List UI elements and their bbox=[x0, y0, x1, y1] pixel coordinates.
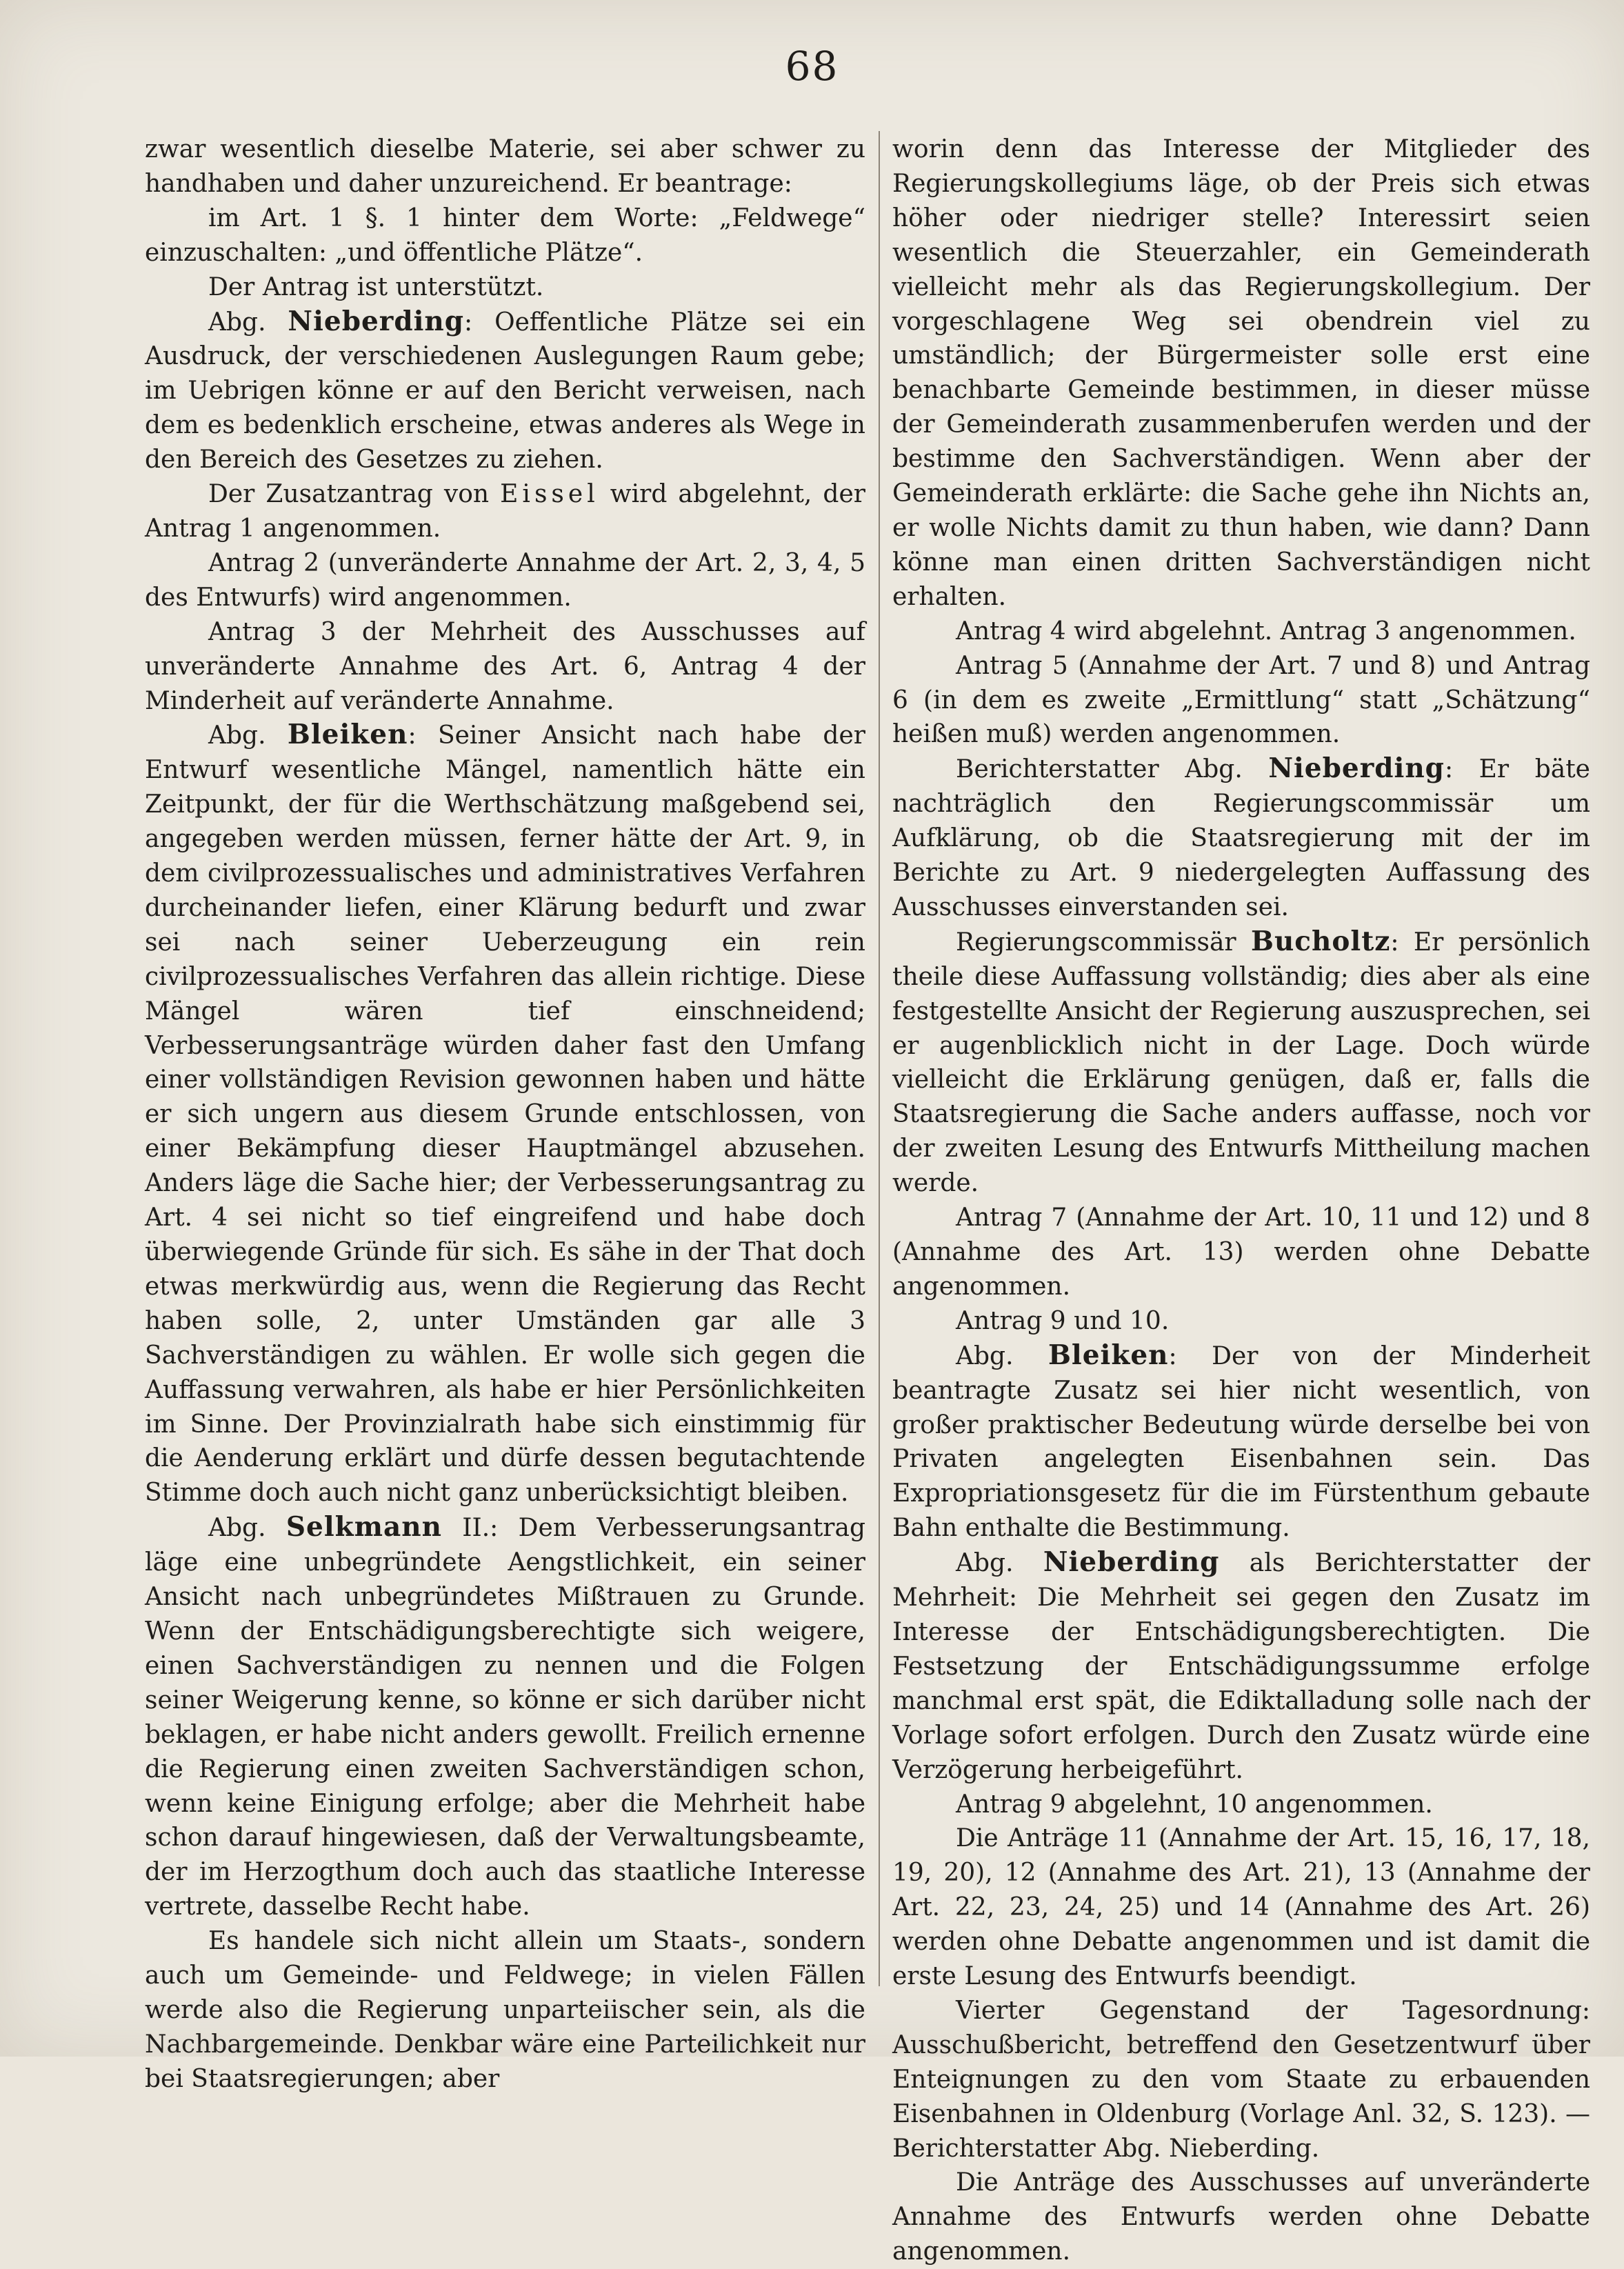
paragraph-text: Die Anträge 11 (Annahme der Art. 15, 16, 17, 18, 19, 20), 12 (Annahme des Art. 21), 13 (Annahme der Art. 22, 23, 24, 25) und 14 (Annahme des Art. 26) werden ohne Debatte angenommen und ist damit die erste Lesung des Entwurfs beendigt. bbox=[892, 1824, 1590, 1991]
paragraph bbox=[892, 614, 1590, 649]
paragraph-prefix: Regierungscommissär bbox=[956, 928, 1251, 957]
paragraph bbox=[892, 649, 1590, 752]
paragraph-text: zwar wesentlich dieselbe Materie, sei aber schwer zu handhaben und daher unzureichend. Er beantrage: bbox=[145, 135, 865, 198]
paragraph bbox=[892, 1304, 1590, 1339]
paragraph-text: Es handele sich nicht allein um Staats-, sondern auch um Gemeinde- und Feldwege; in vielen Fällen werde also die Regierung unparteiischer sein, als die Nachbargemeinde. Denkbar wäre eine Parteilichkeit nur bei Staatsregierungen; aber bbox=[145, 1927, 865, 2093]
paragraph bbox=[892, 925, 1590, 1201]
paragraph-prefix: Berichterstatter Abg. bbox=[956, 755, 1269, 784]
paragraph-prefix: Abg. bbox=[956, 1549, 1043, 1578]
spaced-name: Eissel bbox=[500, 480, 599, 509]
paragraph-prefix: Abg. bbox=[208, 308, 288, 337]
paragraph-text: : Er persönlich theile diese Auffassung vollständig; dies aber als eine festgestellte Ansicht der Regierung auszusprechen, sei er augenblicklich nicht in der Lage. Doch würde vielleicht die Erklärung genügen, daß er, falls die Staatsregierung die Sache anders auffasse, noch vor der zweiten Lesung des Entwurfs Mittheilung machen werde. bbox=[892, 928, 1591, 1198]
paragraph-text: : Der von der Minderheit beantragte Zusatz sei hier nicht wesentlich, von großer praktischer Bedeutung würde derselbe bei von Privaten angelegten Eisenbahnen sein. Das Expropriationsgesetz für die im Fürstenthum gebaute Bahn enthalte die Bestimmung. bbox=[892, 1341, 1590, 1543]
paragraph-text: Der Antrag ist unterstützt. bbox=[208, 272, 544, 301]
column-divider bbox=[879, 131, 880, 1986]
paragraph-text: worin denn das Interesse der Mitglieder des Regierungskollegiums läge, ob der Preis sich etwas höher oder niedriger stelle? Interessirt seien wesentlich die Steuerzahler, ein Gemeinderath vielleicht mehr als das Regierungskollegium. Der vorgeschlagene Weg sei obendrein viel zu umständlich; der Bürgermeister solle erst eine benachbarte Gemeinde bestimmen, in dieser müsse der Gemeinderath zusammenberufen werden und der bestimme den Sachverständigen. Wenn aber der Gemeinderath erklärte: die Sache gehe ihn Nichts an, er wolle Nichts damit zu thun haben, wie dann? Dann könne man einen dritten Sachverständigen nicht erhalten. bbox=[892, 135, 1590, 611]
paragraph bbox=[892, 1994, 1590, 2166]
paragraph-text: Antrag 3 der Mehrheit des Ausschusses auf unveränderte Annahme des Art. 6, Antrag 4 der Minderheit auf veränderte Annahme. bbox=[145, 617, 865, 715]
paragraph bbox=[145, 615, 865, 719]
paragraph bbox=[892, 1788, 1590, 1822]
paragraph bbox=[145, 132, 865, 201]
paragraph bbox=[145, 1924, 865, 2097]
speaker-name: Nieberding bbox=[1268, 752, 1445, 785]
paragraph-text: Antrag 2 (unveränderte Annahme der Art. 2, 3, 4, 5 des Entwurfs) wird angenommen. bbox=[145, 548, 865, 612]
paragraph-prefix: Der Zusatzantrag von bbox=[208, 480, 501, 509]
speaker-name: Bleiken bbox=[287, 719, 408, 751]
paragraph bbox=[145, 305, 865, 478]
paragraph bbox=[145, 1510, 865, 1924]
paragraph-text: II.: Dem Verbesserungsantrag läge eine unbegründete Aengstlichkeit, ein seiner Ansicht nach unbegründetes Mißtrauen zu Grunde. Wenn der Entschädigungsberechtigte sich weigere, einen Sachverständigen zu nennen und die Folgen seiner Weigerung kenne, so könne er sich darüber nicht beklagen, er habe nicht anders gewollt. Freilich ernenne die Regierung einen zweiten Sachverständigen schon, wenn keine Einigung erfolge; aber die Mehrheit habe schon darauf hingewiesen, daß der Verwaltungsbeamte, der im Herzogthum doch auch das staatliche Interesse vertrete, dasselbe Recht habe. bbox=[145, 1514, 865, 1921]
paragraph-prefix: Abg. bbox=[208, 1514, 286, 1543]
paragraph bbox=[145, 718, 865, 1510]
paragraph-text: Antrag 7 (Annahme der Art. 10, 11 und 12) und 8 (Annahme des Art. 13) werden ohne Debatte angenommen. bbox=[892, 1203, 1590, 1301]
paragraph-text: wird abgelehnt, der Antrag 1 angenommen. bbox=[145, 480, 865, 543]
paragraph bbox=[892, 1821, 1590, 1994]
paragraph-prefix: Abg. bbox=[208, 721, 288, 750]
paragraph bbox=[145, 477, 865, 546]
speaker-name: Nieberding bbox=[288, 305, 465, 337]
paragraph bbox=[892, 1546, 1590, 1787]
paragraph-text: Antrag 9 und 10. bbox=[956, 1306, 1170, 1335]
paragraph-text: : Er bäte nachträglich den Regierungscommissär um Aufklärung, ob die Staatsregierung mit der im Berichte zu Art. 9 niedergelegten Auffassung des Ausschusses einverstanden sei. bbox=[892, 755, 1590, 921]
paragraph bbox=[892, 2166, 1590, 2269]
paragraph bbox=[145, 270, 865, 305]
page-number: 68 bbox=[785, 43, 839, 90]
paragraph-prefix: Abg. bbox=[956, 1341, 1048, 1370]
right-column bbox=[892, 132, 1590, 2269]
paragraph bbox=[892, 132, 1590, 614]
left-column bbox=[145, 132, 865, 2097]
paragraph-text: Antrag 4 wird abgelehnt. Antrag 3 angenommen. bbox=[956, 617, 1576, 646]
paragraph-text: im Art. 1 §. 1 hinter dem Worte: „Feldwege“ einzuschalten: „und öffentliche Plätze“. bbox=[145, 203, 865, 267]
paragraph-text: als Berichterstatter der Mehrheit: Die Mehrheit sei gegen den Zusatz im Interesse der Entschädigungsberechtigten. Die Festsetzung der Entschädigungssumme erfolge manchmal erst spät, die Ediktalladung solle nach der Vorlage sofort erfolgen. Durch den Zusatz würde eine Verzögerung herbeigeführt. bbox=[892, 1549, 1590, 1784]
paragraph-text: Vierter Gegenstand der Tagesordnung: Ausschußbericht, betreffend den Gesetzentwurf über Enteignungen zu den vom Staate zu erbauenden Eisenbahnen in Oldenburg (Vorlage Anl. 32, S. 123). — Berichterstatter Abg. Nieberding. bbox=[892, 1996, 1590, 2163]
paragraph-text: : Oeffentliche Plätze sei ein Ausdruck, der verschiedenen Auslegungen Raum gebe; im Uebrigen könne er auf den Bericht verweisen, nach dem es bedenklich erscheine, etwas anderes als Wege in den Bereich des Gesetzes zu ziehen. bbox=[145, 308, 865, 474]
paragraph-text: Antrag 9 abgelehnt, 10 angenommen. bbox=[956, 1790, 1433, 1819]
paragraph bbox=[145, 201, 865, 270]
speaker-name: Bleiken bbox=[1047, 1339, 1169, 1371]
paragraph-text: Antrag 5 (Annahme der Art. 7 und 8) und Antrag 6 (in dem es zweite „Ermittlung“ statt „Schätzung“ heißen muß) werden angenommen. bbox=[892, 651, 1590, 749]
speaker-name: Nieberding bbox=[1043, 1546, 1220, 1579]
paragraph bbox=[892, 1201, 1590, 1304]
speaker-name: Selkmann bbox=[285, 1511, 442, 1543]
paragraph bbox=[145, 546, 865, 615]
paragraph-text: : Seiner Ansicht nach habe der Entwurf wesentliche Mängel, namentlich hätte ein Zeitpunkt, der für die Werthschätzung maßgebend sei, angegeben werden müssen, ferner hätte der Art. 9, in dem civilprozessualisches und administratives Verfahren durcheinander liefen, einer Klärung bedurft und zwar sei nach seiner Ueberzeugung ein rein civilprozessualisches Verfahren das allein richtige. Diese Mängel wären tief einschneidend; Verbesserungsanträge würden daher fast den Umfang einer vollständigen Revision gewonnen haben und hätte er sich ungern aus diesem Grunde entschlossen, von einer Bekämpfung dieser Hauptmängel abzusehen. Anders läge die Sache hier; der Verbesserungsantrag zu Art. 4 sei nicht so tief eingreifend und habe doch überwiegende Gründe für sich. Es sähe in der That doch etwas merkwürdig aus, wenn die Regierung das Recht haben solle, 2, unter Umständen gar alle 3 Sachverständigen zu wählen. Er wolle sich gegen die Auffassung verwahren, als habe er hier Persönlichkeiten im Sinne. Der Provinzialrath habe sich einstimmig für die Aenderung erklärt und dürfe dessen begutachtende Stimme doch auch nicht ganz unberücksichtigt bleiben. bbox=[145, 721, 865, 1508]
paragraph bbox=[892, 752, 1590, 925]
paragraph bbox=[892, 1339, 1590, 1546]
paragraph-text: Die Anträge des Ausschusses auf unveränderte Annahme des Entwurfs werden ohne Debatte angenommen. bbox=[892, 2168, 1590, 2266]
speaker-name: Bucholtz bbox=[1250, 925, 1391, 957]
